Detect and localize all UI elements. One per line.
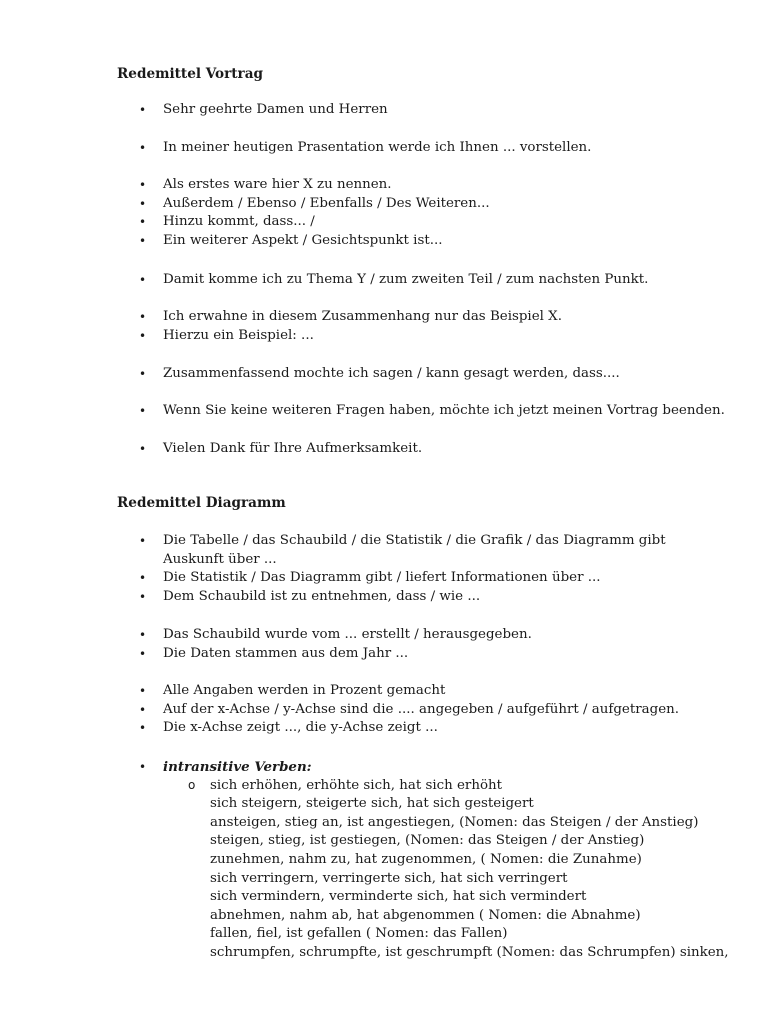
vortrag-group-4 xyxy=(0,271,768,290)
list-item: • Das Schaubild wurde vom ... erstellt / herausgegeben. xyxy=(0,626,768,645)
list-item: • In meiner heutigen Prasentation werde ich Ihnen ... vorstellen. xyxy=(0,139,768,158)
verb-line: abnehmen, nahm ab, hat abgenommen ( Nomen: die Abnahme) xyxy=(210,907,641,923)
list-item: • Ein weiterer Aspekt / Gesichtspunkt ist... xyxy=(0,232,768,251)
verbs-sublist xyxy=(163,777,728,963)
list-item: • Zusammenfassend mochte ich sagen / kann gesagt werden, dass.... xyxy=(0,365,768,384)
verb-line: zunehmen, nahm zu, hat zugenommen, ( Nomen: die Zunahme) xyxy=(210,851,642,867)
diagramm-group-1 xyxy=(0,532,768,606)
list-item: • Hierzu ein Beispiel: ... xyxy=(0,327,768,346)
verbs-heading: • intransitive Verben: xyxy=(163,759,312,775)
list-item: • Die Tabelle / das Schaubild / die Statistik / die Grafik / das Diagramm gibt Auskunft über ... xyxy=(0,532,768,569)
verb-line: fallen, fiel, ist gefallen ( Nomen: das Fallen) xyxy=(210,926,508,942)
vortrag-group-5 xyxy=(0,308,768,345)
verbs-group xyxy=(0,758,768,963)
verb-line: o sich erhöhen, erhöhte sich, hat sich erhöht xyxy=(210,777,503,793)
list-item: • Vielen Dank für Ihre Aufmerksamkeit. xyxy=(0,440,768,459)
diagramm-group-2 xyxy=(0,626,768,663)
diagramm-group-3 xyxy=(0,682,768,738)
vortrag-group-8 xyxy=(0,440,768,459)
list-item: • Wenn Sie keine weiteren Fragen haben, möchte ich jetzt meinen Vortrag beenden. xyxy=(0,402,768,421)
vortrag-group-7 xyxy=(0,402,768,421)
list-item: • Außerdem / Ebenso / Ebenfalls / Des Weiteren... xyxy=(0,195,768,214)
verb-line: schrumpfen, schrumpfte, ist geschrumpft (Nomen: das Schrumpfen) sinken, xyxy=(210,944,729,960)
vortrag-group-6 xyxy=(0,365,768,384)
list-item: • Auf der x-Achse / y-Achse sind die .... angegeben / aufgeführt / aufgetragen. xyxy=(0,701,768,720)
vortrag-group-2 xyxy=(0,139,768,158)
verb-line: sich vermindern, verminderte sich, hat sich vermindert xyxy=(210,889,587,905)
list-item: • Sehr geehrte Damen und Herren xyxy=(0,101,768,120)
verb-line: ansteigen, stieg an, ist angestiegen, (Nomen: das Steigen / der Anstieg) xyxy=(210,814,699,830)
list-item: • Damit komme ich zu Thema Y / zum zweiten Teil / zum nachsten Punkt. xyxy=(0,271,768,290)
list-item: • Ich erwahne in diesem Zusammenhang nur das Beispiel X. xyxy=(0,308,768,327)
verb-line: steigen, stieg, ist gestiegen, (Nomen: das Steigen / der Anstieg) xyxy=(210,833,645,849)
list-item: • Die x-Achse zeigt ..., die y-Achse zeigt ... xyxy=(0,719,768,738)
list-item: • Alle Angaben werden in Prozent gemacht xyxy=(0,682,768,701)
verb-line: sich verringern, verringerte sich, hat sich verringert xyxy=(210,870,568,886)
list-item: • Die Daten stammen aus dem Jahr ... xyxy=(0,645,768,664)
list-item: • Dem Schaubild ist zu entnehmen, dass / wie ... xyxy=(0,588,768,607)
verbs-list-item xyxy=(0,758,768,963)
list-item: • Als erstes ware hier X zu nennen. xyxy=(0,176,768,195)
list-item: • Die Statistik / Das Diagramm gibt / liefert Informationen über ... xyxy=(0,569,768,588)
vortrag-group-3 xyxy=(0,176,768,250)
verb-line: sich steigern, steigerte sich, hat sich gesteigert xyxy=(210,796,534,812)
heading-redemittel-vortrag: Redemittel Vortrag xyxy=(117,66,264,82)
vortrag-group-1 xyxy=(0,101,768,120)
list-item: • Hinzu kommt, dass... / xyxy=(0,213,768,232)
heading-redemittel-diagramm: Redemittel Diagramm xyxy=(117,495,286,511)
